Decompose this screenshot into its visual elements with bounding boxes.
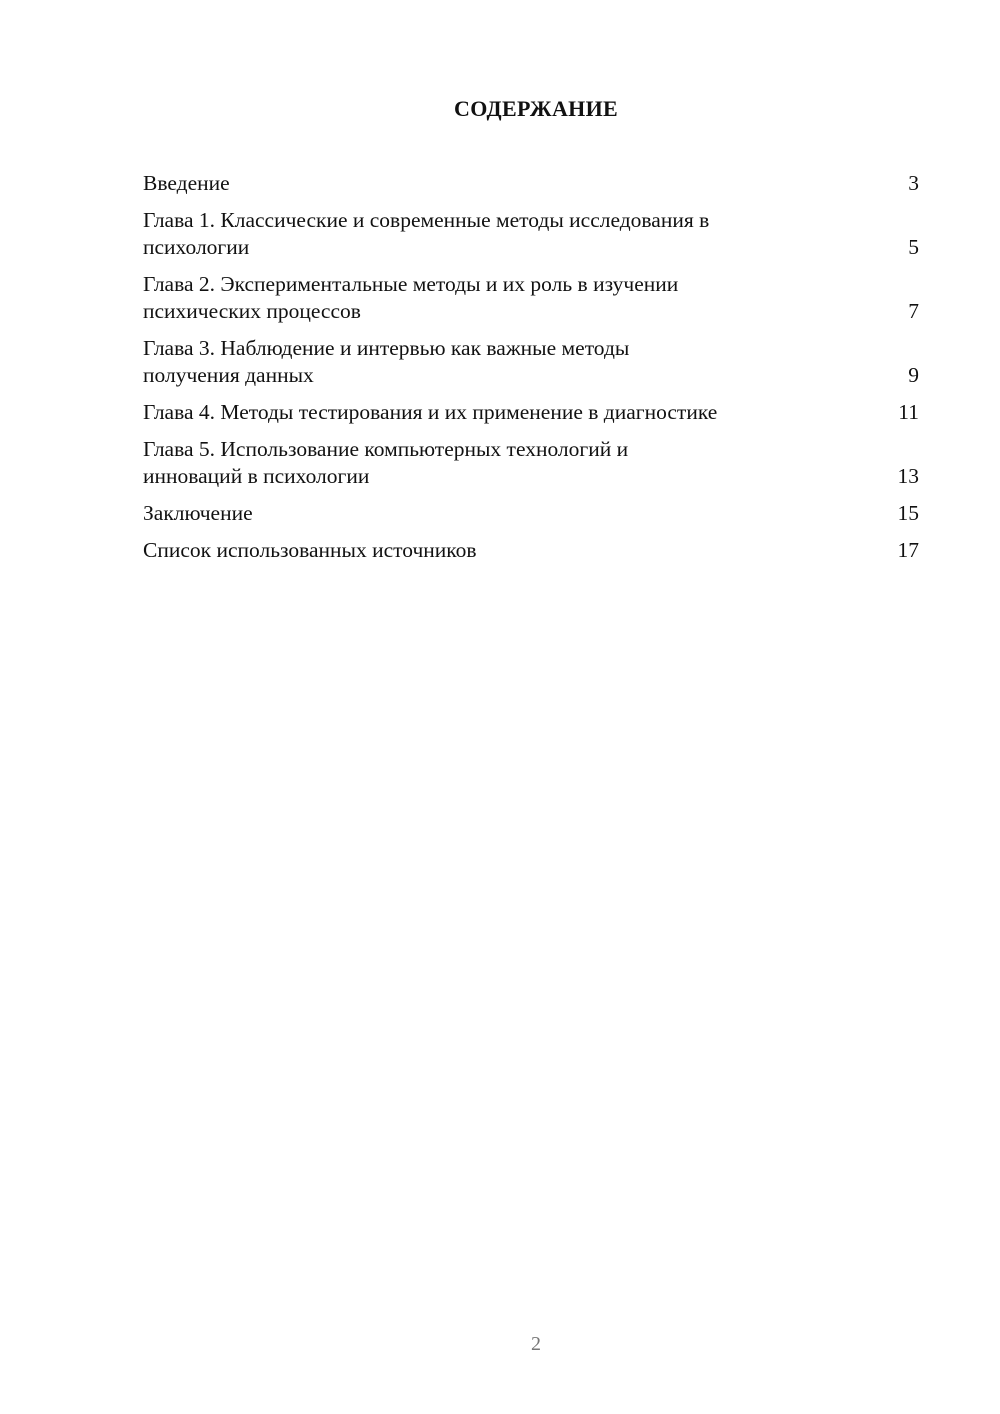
toc-entry-chapter-5 [143, 436, 919, 490]
toc-entry-label: Глава 3. Наблюдение и интервью как важные методы получения данных [143, 336, 630, 387]
toc-entry-label: Введение [143, 171, 230, 195]
toc-entry-label: Глава 4. Методы тестирования и их применение в диагностике [143, 400, 718, 424]
toc-entry-chapter-2 [143, 271, 919, 325]
toc-entry-page: 17 [897, 538, 919, 562]
toc-title: СОДЕРЖАНИЕ [454, 96, 618, 121]
toc-entry-page: 7 [908, 299, 919, 323]
toc-entry-conclusion [143, 500, 919, 527]
toc-entry-chapter-4 [143, 399, 919, 426]
toc-entry-references [143, 537, 919, 564]
toc-entry-introduction [143, 170, 919, 197]
toc-entry-label: Глава 5. Использование компьютерных технологий и инноваций в психологии [143, 437, 629, 488]
toc-entry-label: Заключение [143, 501, 253, 525]
toc-entry-page: 5 [908, 235, 919, 259]
toc-entry-label: Глава 1. Классические и современные методы исследования в психологии [143, 208, 710, 259]
toc-entry-page: 11 [898, 400, 919, 424]
toc-entry-page: 3 [908, 171, 919, 195]
toc-entry-page: 9 [908, 363, 919, 387]
toc-entry-chapter-1 [143, 207, 919, 261]
toc-entry-page: 15 [897, 501, 919, 525]
table-of-contents [143, 170, 919, 574]
page-number: 2 [531, 1333, 541, 1355]
toc-entry-chapter-3 [143, 335, 919, 389]
toc-entry-label: Список использованных источников [143, 538, 477, 562]
toc-entry-page: 13 [897, 464, 919, 488]
toc-entry-label: Глава 2. Экспериментальные методы и их роль в изучении психических процессов [143, 272, 679, 323]
